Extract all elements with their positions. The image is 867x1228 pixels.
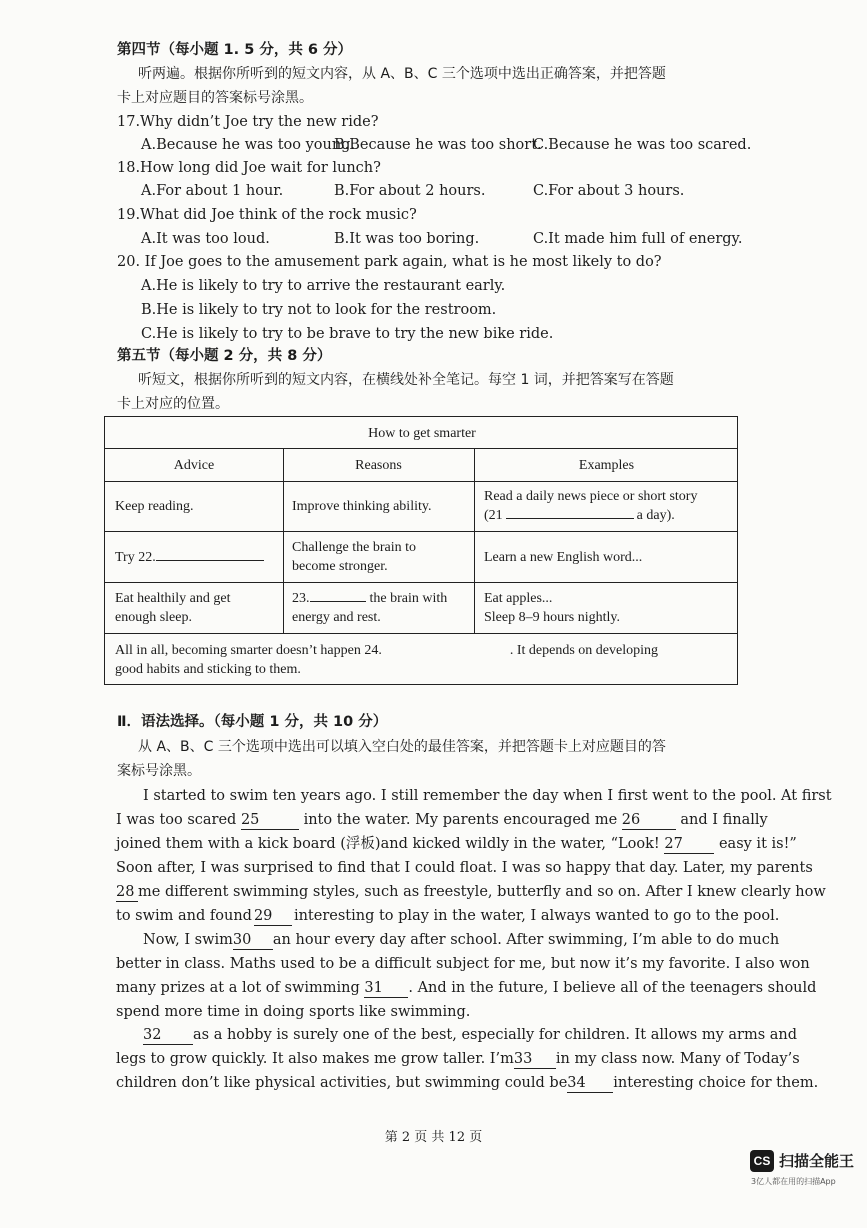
table-summary-line2: good habits and sticking to them. [115, 662, 301, 677]
row3-example-line2: Sleep 8–9 hours nightly. [484, 610, 620, 625]
passage-p2-line3: many prizes at a lot of swimming 31 . And in the future, I believe all of the teenagers should [116, 980, 817, 996]
row1-example: Read a daily news piece or short story [484, 489, 698, 504]
table-header-advice: Advice [173, 458, 215, 473]
blank-22[interactable] [156, 560, 264, 561]
question-20-option-c[interactable]: C.He is likely to try to be brave to try the new bike ride. [141, 326, 554, 342]
row3-reason-line2: energy and rest. [292, 610, 381, 625]
row1-reason: Improve thinking ability. [292, 499, 432, 514]
page-number: 第 2 页 共 12 页 [384, 1130, 483, 1145]
section4-instruction-cont: 卡上对应题目的答案标号涂黑。 [117, 90, 313, 106]
blank-21-label: (21 [484, 508, 503, 523]
question-19-stem: 19.What did Joe think of the rock music? [117, 207, 417, 223]
table-summary [115, 641, 658, 660]
question-18-stem: 18.How long did Joe wait for lunch? [117, 160, 381, 176]
part2-instruction: 从 A、B、C 三个选项中选出可以填入空白处的最佳答案，并把答题卡上对应题目的答 [138, 739, 666, 755]
row1-example-end: a day). [636, 508, 675, 523]
row3-advice-line2: enough sleep. [115, 610, 192, 625]
question-17-stem: 17.Why didn’t Joe try the new ride? [117, 114, 379, 130]
blank-32[interactable]: 32 [143, 1026, 193, 1045]
blank-34[interactable]: 34 [567, 1074, 613, 1093]
row2-reason-line2: become stronger. [292, 559, 388, 574]
blank-29[interactable]: 29 [254, 907, 292, 926]
row3-reason [292, 589, 447, 608]
question-20-option-b[interactable]: B.He is likely to try not to look for the restroom. [141, 302, 497, 318]
passage-p3-line1: 32 as a hobby is surely one of the best, especially for children. It allows my arms and [143, 1027, 798, 1043]
blank-23[interactable] [310, 601, 366, 602]
part2-instruction-cont: 案标号涂黑。 [117, 763, 201, 779]
passage-p1-line5: 28 me different swimming styles, such as freestyle, butterfly and so on. After I knew clearly how [116, 884, 826, 900]
question-18-option-c[interactable]: C.For about 3 hours. [533, 183, 685, 199]
blank-26[interactable]: 26 [622, 811, 676, 830]
section4-title: 第四节（每小题 1. 5 分，共 6 分） [117, 42, 353, 58]
passage-p1-line2: I was too scared 25 into the water. My parents encouraged me 26 and I finally [116, 812, 768, 828]
blank-23-label: 23. [292, 591, 310, 606]
question-19-option-a[interactable]: A.It was too loud. [141, 231, 270, 247]
blank-31[interactable]: 31 [364, 979, 408, 998]
question-20-option-a[interactable]: A.He is likely to try to arrive the restaurant early. [141, 278, 506, 294]
blank-21[interactable] [506, 518, 634, 519]
blank-27[interactable]: 27 [664, 835, 714, 854]
table-title: How to get smarter [368, 426, 476, 441]
passage-p2-line1: Now, I swim30 an hour every day after school. After swimming, I’m able to do much [143, 932, 780, 948]
row3-advice: Eat healthily and get [115, 591, 231, 606]
blank-28[interactable]: 28 [116, 883, 138, 902]
question-18-option-a[interactable]: A.For about 1 hour. [141, 183, 284, 199]
row3-example: Eat apples... [484, 591, 553, 606]
question-20-stem: 20. If Joe goes to the amusement park again, what is he most likely to do? [117, 254, 662, 270]
passage-p1-line6: to swim and found 29 interesting to play in the water, I always wanted to go to the pool. [116, 908, 780, 924]
passage-p2-line2: better in class. Maths used to be a difficult subject for me, but now it’s my favorite. I also won [116, 956, 810, 972]
passage-p1-line4: Soon after, I was surprised to find that I could float. I was so happy that day. Later, my parents [116, 860, 813, 876]
section4-instruction: 听两遍。根据你所听到的短文内容，从 A、B、C 三个选项中选出正确答案，并把答题 [138, 66, 666, 82]
passage-p3-line3: children don’t like physical activities, but swimming could be34 interesting choice for them. [116, 1075, 819, 1091]
notes-table [104, 416, 738, 685]
camscanner-tagline: 3亿人都在用的扫描App [751, 1177, 836, 1186]
row2-advice [115, 548, 264, 567]
question-19-option-b[interactable]: B.It was too boring. [334, 231, 480, 247]
blank-30[interactable]: 30 [233, 931, 273, 950]
question-17-option-c[interactable]: C.Because he was too scared. [533, 137, 752, 153]
question-17-option-a[interactable]: A.Because he was too young. [141, 137, 356, 153]
blank-25[interactable]: 25 [241, 811, 299, 830]
blank-22-label: Try 22. [115, 550, 156, 565]
table-summary-cont: . It depends on developing [509, 643, 658, 658]
camscanner-logo: CS [750, 1150, 774, 1172]
section5-instruction: 听短文，根据你所听到的短文内容，在横线处补全笔记。每空 1 词，并把答案写在答题 [138, 372, 674, 388]
blank-24-label: All in all, becoming smarter doesn’t happen 24. [115, 643, 382, 658]
blank-33[interactable]: 33 [514, 1050, 556, 1069]
question-17-option-b[interactable]: B.Because he was too short. [334, 137, 542, 153]
camscanner-name: 扫描全能王 [779, 1152, 855, 1170]
passage-p1-line1: I started to swim ten years ago. I still remember the day when I first went to the pool. At first [143, 788, 832, 804]
table-header-reasons: Reasons [355, 458, 402, 473]
table-header-examples: Examples [578, 458, 635, 473]
section5-instruction-cont: 卡上对应的位置。 [117, 396, 229, 412]
row2-example: Learn a new English word... [484, 550, 643, 565]
row1-example-line2 [484, 506, 675, 525]
row2-reason: Challenge the brain to [292, 540, 417, 555]
row3-reason-cont: the brain with [369, 591, 448, 606]
passage-p3-line2: legs to grow quickly. It also makes me grow taller. I’m33 in my class now. Many of Today’s [116, 1051, 800, 1067]
question-18-option-b[interactable]: B.For about 2 hours. [334, 183, 486, 199]
part2-title: Ⅱ．语法选择。（每小题 1 分，共 10 分） [117, 714, 388, 730]
row1-advice: Keep reading. [115, 499, 194, 514]
passage-p1-line3: joined them with a kick board (浮板)and kicked wildly in the water, “Look! 27 easy it is!” [116, 836, 797, 852]
question-19-option-c[interactable]: C.It made him full of energy. [533, 231, 743, 247]
section5-title: 第五节（每小题 2 分，共 8 分） [117, 348, 332, 364]
passage-p2-line4: spend more time in doing sports like swimming. [116, 1004, 471, 1020]
